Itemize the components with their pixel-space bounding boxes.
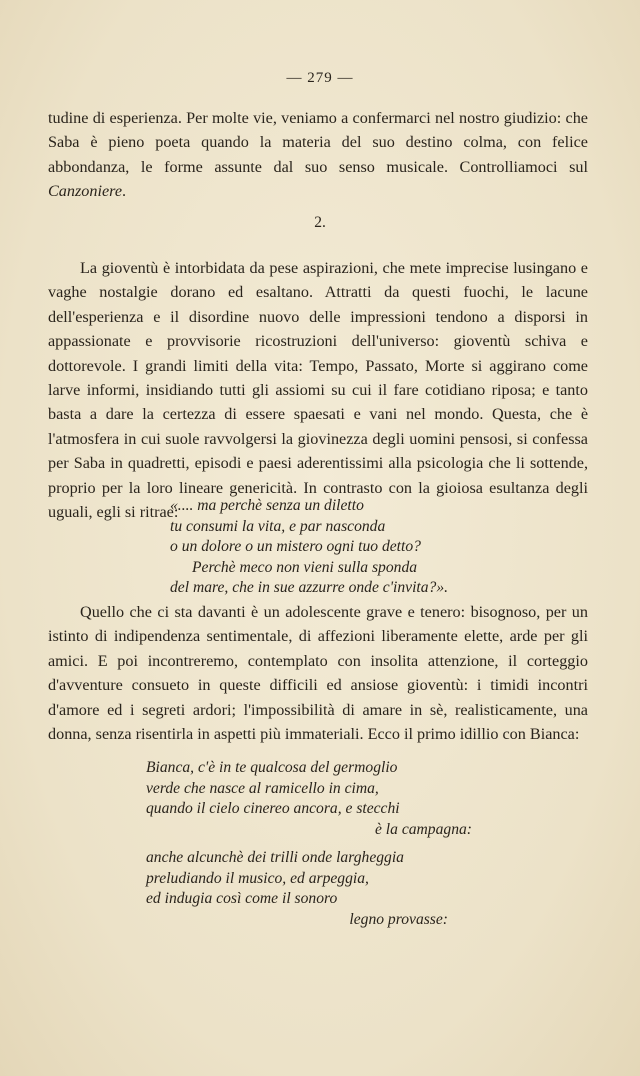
verse-line: preludiando il musico, ed arpeggia, xyxy=(146,869,369,887)
verse-line: del mare, che in sue azzurre onde c'invita?». xyxy=(170,579,449,597)
book-title-canzoniere: Canzoniere xyxy=(48,182,123,201)
verse-line: verde che nasce al ramicello in cima, xyxy=(146,779,379,797)
section-number: 2. xyxy=(314,214,326,231)
verse-line: Perchè meco non vieni sulla sponda xyxy=(192,558,418,576)
paragraph-youth: La gioventù è intorbidata da pese aspirazioni, che mete imprecise lusingano e vaghe nostalgie dorano ed esaltano. Attratti da questi fuochi, le lacune dell'esperienza e il disordine nuovo delle impressioni tendono a disporsi in appassionate e provvisorie ricostruzioni dell'universo: gioventù schiva e dottorevole. I grandi limiti della vita: Tempo, Passato, Morte si aggirano come larve informi, insidiando tutti gli assiomi su cui il fare cotidiano riposa; e tanto basta a dare la certezza di essere spaesati e vani nel mondo. Questa, che è l'atmosfera in cui suole ravvolgersi la giovinezza degli uomini pensosi, si confessa per Saba in quadretti, episodi e paesi aderentissimi alla psicologia che li sottende, proprio per la loro lineare genericità. In contrasto con la gioiosa esultanza degli uguali, egli si ritrae: xyxy=(48,259,588,522)
verse-line: ed indugia così come il sonoro xyxy=(146,890,338,908)
verse-line: o un dolore o un mistero ogni tuo detto? xyxy=(170,538,421,556)
paragraph-adolescent: Quello che ci sta davanti è un adolescente grave e tenero: bisognoso, per un istinto di indipendenza sentimentale, di affezioni liberamente elette, arde per gli amici. E poi incontreremo, contemplato con insolita attenzione, il corteggio d'avventure consueto in queste difficili ed ansiose gioventù: i timidi incontri d'amore ed i segreti ardori; l'impossibilità di amare in sè, realisticamente, una donna, senza risentirla in aspetti più immateriali. Ecco il primo idillio con Bianca: xyxy=(48,603,588,744)
paragraph-intro-text: tudine di esperienza. Per molte vie, veniamo a confermarci nel nostro giudizio: che Saba è pieno poeta quando la materia del suo destino colma, con felice abbondanza, le forme assunte dal suo senso musicale. Controlliamoci sul xyxy=(48,109,588,176)
verse-line: tu consumi la vita, e par nasconda xyxy=(170,517,386,535)
verse-quote-2 xyxy=(146,758,486,840)
paragraph-intro xyxy=(48,106,588,204)
paragraph-intro-end: . xyxy=(122,182,127,201)
verse-line: anche alcunchè dei trilli onde largheggia xyxy=(146,849,404,866)
verse-quote-3 xyxy=(146,848,486,930)
verse-line: legno provasse: xyxy=(349,910,448,928)
verse-line: Bianca, c'è in te qualcosa del germoglio xyxy=(146,759,398,776)
verse-line: «.... ma perchè senza un diletto xyxy=(170,497,364,514)
verse-line: quando il cielo cinereo ancora, e stecchi xyxy=(146,800,400,818)
verse-quote-1 xyxy=(170,496,530,599)
verse-line: è la campagna: xyxy=(374,820,472,838)
page-number: — 279 — xyxy=(286,70,354,86)
